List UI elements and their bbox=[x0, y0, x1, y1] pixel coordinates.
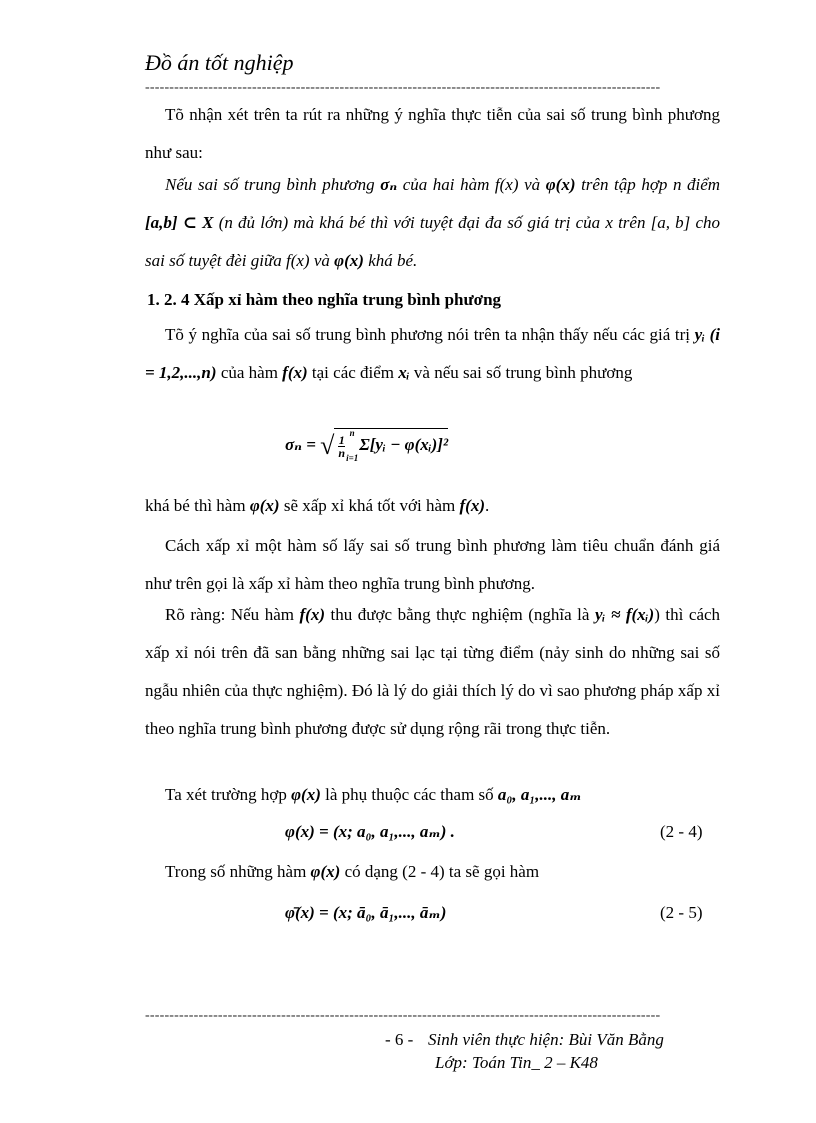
phi-x-symbol: φ(x) bbox=[310, 862, 341, 881]
text-span: của hàm bbox=[220, 363, 278, 382]
phi-x-symbol: φ(x) bbox=[291, 785, 321, 804]
f-x-symbol: f(x) bbox=[459, 496, 485, 515]
footer-page-number: - 6 - bbox=[385, 1030, 414, 1049]
formula-sum-body: Σ[yᵢ − φ(xᵢ)]² bbox=[359, 434, 449, 454]
yi-range-symbol: yᵢ (i = 1,2,...,n) bbox=[145, 325, 721, 382]
yi-approx-symbol: yᵢ ≈ f(xᵢ) bbox=[595, 605, 655, 624]
paragraph-define-best bbox=[145, 853, 720, 891]
text-span: (n đủ lớn) mà khá bé thì với tuyệt đại đa số giá trị của x trên [a, b] cho sai số tuyệt đèi giữa f(x) và bbox=[145, 213, 721, 270]
formula-lhs: σₙ = bbox=[285, 434, 316, 454]
paragraph-meaning bbox=[145, 166, 720, 280]
equation-number-2-4: (2 - 4) bbox=[660, 822, 703, 841]
text-span: của hai hàm f(x) và bbox=[402, 175, 541, 194]
sum-upper-limit: n bbox=[349, 428, 355, 438]
text-span: Nếu sai số trung bình phương bbox=[165, 175, 375, 194]
interval-symbol: [a,b] ⊂ X bbox=[145, 213, 214, 232]
paragraph-parameters bbox=[145, 776, 720, 814]
phi-x-symbol: φ(x) bbox=[334, 251, 364, 270]
paragraph-least-squares-intro bbox=[145, 316, 720, 392]
section-heading: 1. 2. 4 Xấp xỉ hàm theo nghĩa trung bình phương bbox=[147, 290, 502, 309]
xi-symbol: xᵢ bbox=[398, 363, 410, 382]
paragraph-method-definition: Cách xấp xỉ một hàm số lấy sai số trung bình phương làm tiêu chuẩn đánh giá như trên gọi là xấp xỉ hàm theo nghĩa trung bình phương. bbox=[145, 536, 720, 593]
paragraph-approx-conclusion: khá bé thì hàm φ(x) sẽ xấp xỉ khá tốt với hàm f(x). bbox=[145, 496, 490, 515]
text-span: Trong số những hàm bbox=[165, 862, 307, 881]
text-span: Tõ ý nghĩa của sai số trung bình phương nói trên ta nhận thấy nếu các giá trị bbox=[165, 325, 690, 344]
text-span: là phụ thuộc các tham số bbox=[325, 785, 494, 804]
sigma-n-symbol: σₙ bbox=[380, 175, 398, 194]
text-span: tại các điểm bbox=[311, 363, 395, 382]
frac-numerator: 1 bbox=[338, 432, 345, 447]
footer-divider: ---------------------------------------------------------------------------------------------------------- bbox=[145, 1008, 661, 1023]
text-span: sẽ xấp xỉ khá tốt với hàm bbox=[283, 496, 456, 515]
footer-student: Sinh viên thực hiện: Bùi Văn Bằng bbox=[428, 1030, 664, 1049]
text-span: thu được bằng thực nghiệm (nghĩa là bbox=[330, 605, 590, 624]
footer-class: Lớp: Toán Tin_ 2 – K48 bbox=[435, 1053, 598, 1072]
phi-x-symbol: φ(x) bbox=[249, 496, 280, 515]
text-span: trên tập hợp n điểm bbox=[581, 175, 721, 194]
f-x-symbol: f(x) bbox=[282, 363, 308, 382]
text-span: và nếu sai số trung bình phương bbox=[413, 363, 633, 382]
text-span: khá bé thì hàm bbox=[145, 496, 246, 515]
text-span: Ta xét trường hợp bbox=[165, 785, 287, 804]
params-symbol: a₀, a₁,..., aₘ bbox=[497, 785, 582, 804]
sum-lower-limit: i=1 bbox=[346, 453, 359, 463]
sqrt-icon: √ bbox=[320, 431, 335, 460]
formula-sigma-n bbox=[285, 428, 448, 463]
equation-2-5: φ̄(x) = (x; ā₀, ā₁,..., āₘ) bbox=[285, 903, 447, 922]
paragraph-experimental bbox=[145, 596, 720, 748]
equation-number-2-5: (2 - 5) bbox=[660, 903, 703, 922]
text-span: Rõ ràng: Nếu hàm bbox=[165, 605, 294, 624]
f-x-symbol: f(x) bbox=[299, 605, 325, 624]
header-divider: ---------------------------------------------------------------------------------------------------------- bbox=[145, 80, 661, 95]
text-span: khá bé. bbox=[368, 251, 418, 270]
paragraph-intro: Tõ nhận xét trên ta rút ra những ý nghĩa thực tiễn của sai số trung bình phương như sau: bbox=[145, 105, 720, 162]
text-span: ) thì cách xấp xỉ nói trên đã san bằng những sai lạc tại từng điểm (nảy sinh do những sai số ngẫu nhiên của thực nghiệm). Đó là lý do giải thích lý do vì sao phương pháp xấp xỉ theo nghĩa trung bình phương được sử dụng rộng rãi trong thực tiễn. bbox=[145, 605, 721, 738]
document-header-title: Đồ án tốt nghiệp bbox=[145, 50, 294, 75]
frac-denominator: n bbox=[338, 445, 346, 460]
equation-2-4: φ(x) = (x; a₀, a₁,..., aₘ) . bbox=[285, 822, 455, 841]
phi-x-symbol: φ(x) bbox=[545, 175, 576, 194]
text-span: có dạng (2 - 4) ta sẽ gọi hàm bbox=[344, 862, 540, 881]
